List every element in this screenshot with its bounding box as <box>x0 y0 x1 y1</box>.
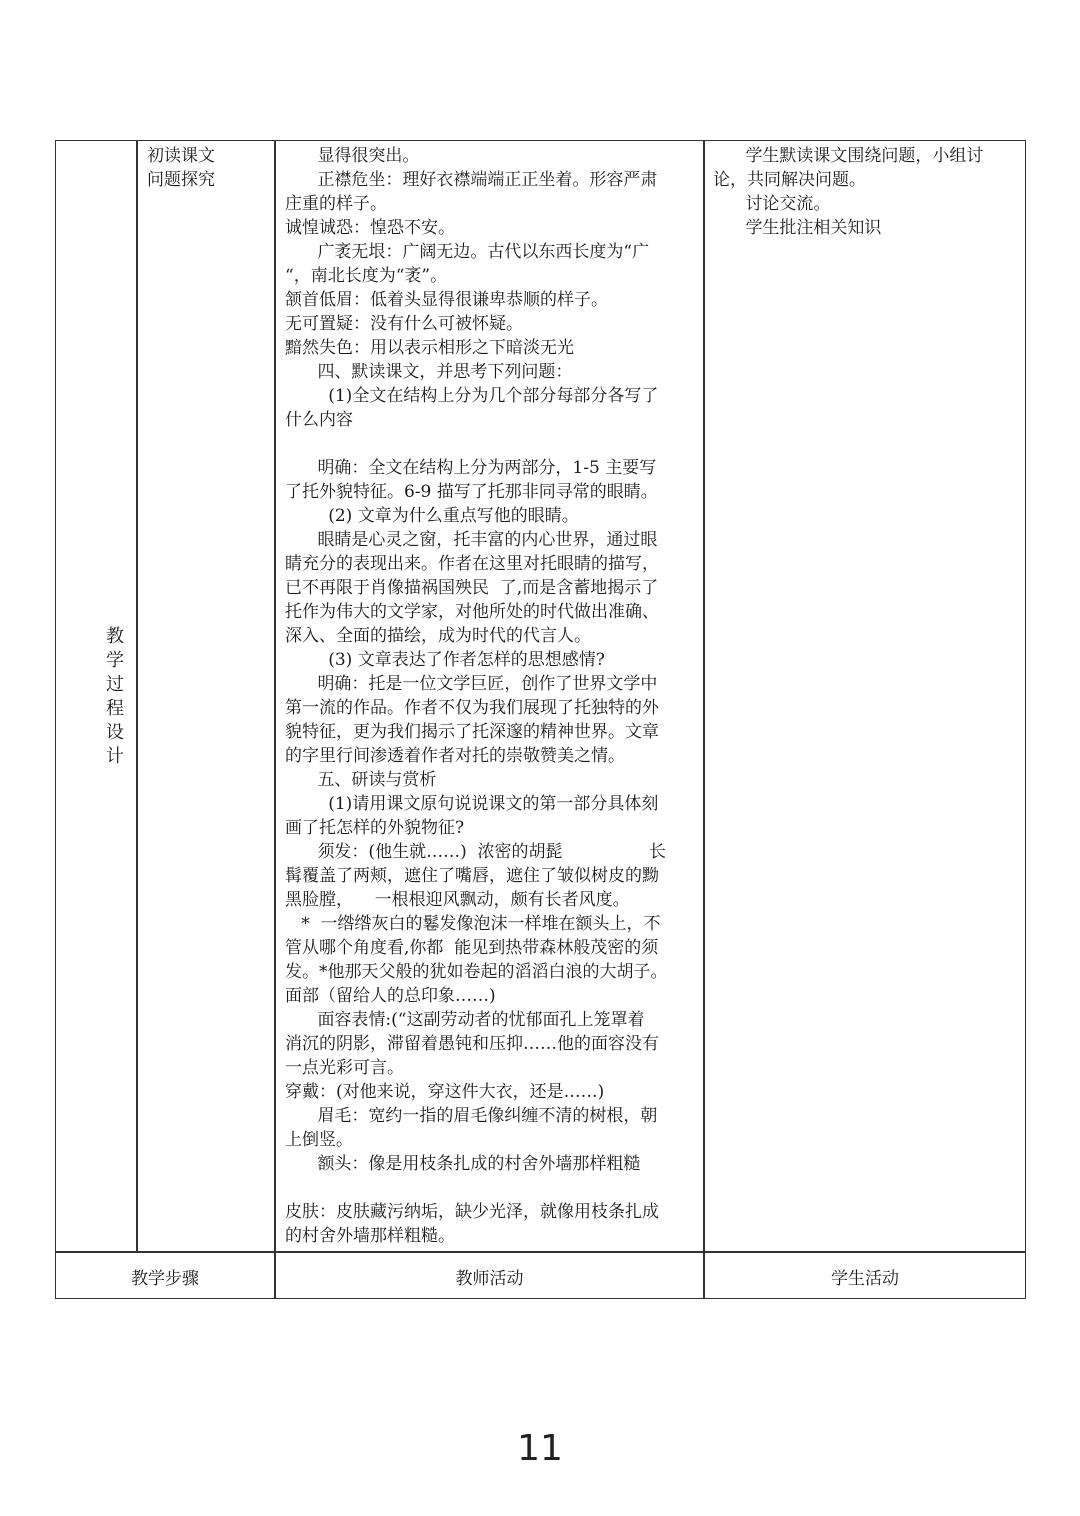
text-line: (2) 文章为什么重点写他的眼睛。 <box>285 506 579 526</box>
header-teacher: 教师活动 <box>455 1268 524 1289</box>
teacher-activity-content <box>285 144 697 1248</box>
text-line <box>285 1176 697 1200</box>
step-title-line: 问题探究 <box>147 170 215 190</box>
section-label-char: 程 <box>106 698 124 719</box>
student-activity-content <box>713 144 1018 240</box>
text-line: 穿戴：(对他来说，穿这件大衣，还是……) <box>285 1082 605 1102</box>
text-line: 什么内容 <box>285 410 353 430</box>
text-line: 讨论交流。 <box>713 194 831 214</box>
text-line: 已不再限于肖像描祸国殃民 了,而是含蓄地揭示了 <box>285 578 659 598</box>
text-line: 面容表情:(“这副劳动者的忧郁面孔上笼罩着 <box>285 1010 645 1030</box>
section-label-char: 计 <box>106 746 124 767</box>
text-line: 无可置疑：没有什么可被怀疑。 <box>285 314 523 334</box>
text-line: 画了托怎样的外貌物征? <box>285 818 465 838</box>
text-line: 的字里行间渗透着作者对托的崇敬赞美之情。 <box>285 746 625 766</box>
text-line: 貌特征，更为我们揭示了托深邃的精神世界。文章 <box>285 722 659 742</box>
step-title-line: 初读课文 <box>147 146 215 166</box>
text-line: 黯然失色：用以表示相形之下暗淡无光 <box>285 338 574 358</box>
section-label-char: 过 <box>106 674 124 695</box>
text-line: 额头：像是用枝条扎成的村舍外墙那样粗糙 <box>285 1154 641 1174</box>
text-line: 须发：(他生就……) 浓密的胡髭 长 <box>285 842 666 862</box>
header-student: 学生活动 <box>831 1268 899 1289</box>
text-line: 皮肤：皮肤藏污纳垢，缺少光泽，就像用枝条扎成 <box>285 1202 659 1222</box>
text-line: 四、默读课文，并思考下列问题： <box>285 362 573 382</box>
text-line <box>285 432 697 456</box>
column-divider-2 <box>274 140 276 1299</box>
text-line: 眉毛：宽约一指的眉毛像纠缠不清的树根，朝 <box>285 1106 658 1126</box>
text-line: 第一流的作品。作者不仅为我们展现了托独特的外 <box>285 698 659 718</box>
text-line: 学生默读课文围绕问题，小组讨 <box>713 146 984 166</box>
text-line: * 一绺绺灰白的鬈发像泡沫一样堆在额头上，不 <box>285 914 661 934</box>
text-line: 学生批注相关知识 <box>713 218 882 238</box>
text-line: 了托外貌特征。6-9 描写了托那非同寻常的眼睛。 <box>285 482 658 502</box>
text-line: (1)请用课文原句说说课文的第一部分具体刻 <box>285 794 659 814</box>
text-line: (3) 文章表达了作者怎样的思想感情? <box>285 650 605 670</box>
text-line: 眼睛是心灵之窗，托丰富的内心世界，通过眼 <box>285 530 658 550</box>
text-line: 睛充分的表现出来。作者在这里对托眼睛的描写， <box>285 554 659 574</box>
text-line: 颔首低眉：低着头显得很谦卑恭顺的样子。 <box>285 290 608 310</box>
text-line: 面部（留给人的总印象……) <box>285 986 496 1006</box>
text-line: 上倒竖。 <box>285 1130 353 1150</box>
text-line: 髯覆盖了两颊，遮住了嘴唇，遮住了皱似树皮的黝 <box>285 866 659 886</box>
text-line: 显得很突出。 <box>285 146 420 166</box>
text-line: 广袤无垠：广阔无边。古代以东西长度为“广 <box>285 242 650 262</box>
text-line: 五、研读与赏析 <box>285 770 437 790</box>
section-label <box>100 625 130 769</box>
text-line: 正襟危坐：理好衣襟端端正正坐着。形容严肃 <box>285 170 658 190</box>
text-line: 诚惶诚恐：惶恐不安。 <box>285 218 455 238</box>
text-line: 庄重的样子。 <box>285 194 387 214</box>
text-line: 论，共同解决问题。 <box>713 170 866 190</box>
section-label-char: 学 <box>106 650 124 671</box>
header-step: 教学步骤 <box>131 1268 199 1289</box>
text-line: 一点光彩可言。 <box>285 1058 404 1078</box>
text-line: 管从哪个角度看,你都 能见到热带森林般茂密的须 <box>285 938 659 958</box>
section-label-char: 教 <box>106 626 124 647</box>
text-line: 深入、全面的描绘，成为时代的代言人。 <box>285 626 591 646</box>
text-line: 黑脸膛， 一根根迎风飘动，颇有长者风度。 <box>285 890 630 910</box>
column-divider-3 <box>703 140 705 1299</box>
section-label-char: 设 <box>106 722 124 743</box>
text-line: 的村舍外墙那样粗糙。 <box>285 1226 455 1246</box>
text-line: “，南北长度为“袤”。 <box>285 266 448 286</box>
step-title <box>147 144 267 192</box>
text-line: 明确：全文在结构上分为两部分，1-5 主要写 <box>285 458 657 478</box>
text-line: 托作为伟大的文学家，对他所处的时代做出准确、 <box>285 602 659 622</box>
column-divider-1 <box>136 140 138 1253</box>
page-number: 11 <box>517 1428 563 1469</box>
text-line: 明确：托是一位文学巨匠，创作了世界文学中 <box>285 674 658 694</box>
text-line: (1)全文在结构上分为几个部分每部分各写了 <box>285 386 659 406</box>
text-line: 发。*他那天父般的犹如卷起的滔滔白浪的大胡子。 <box>285 962 668 982</box>
text-line: 消沉的阴影，滞留着愚钝和压抑……他的面容没有 <box>285 1034 659 1054</box>
